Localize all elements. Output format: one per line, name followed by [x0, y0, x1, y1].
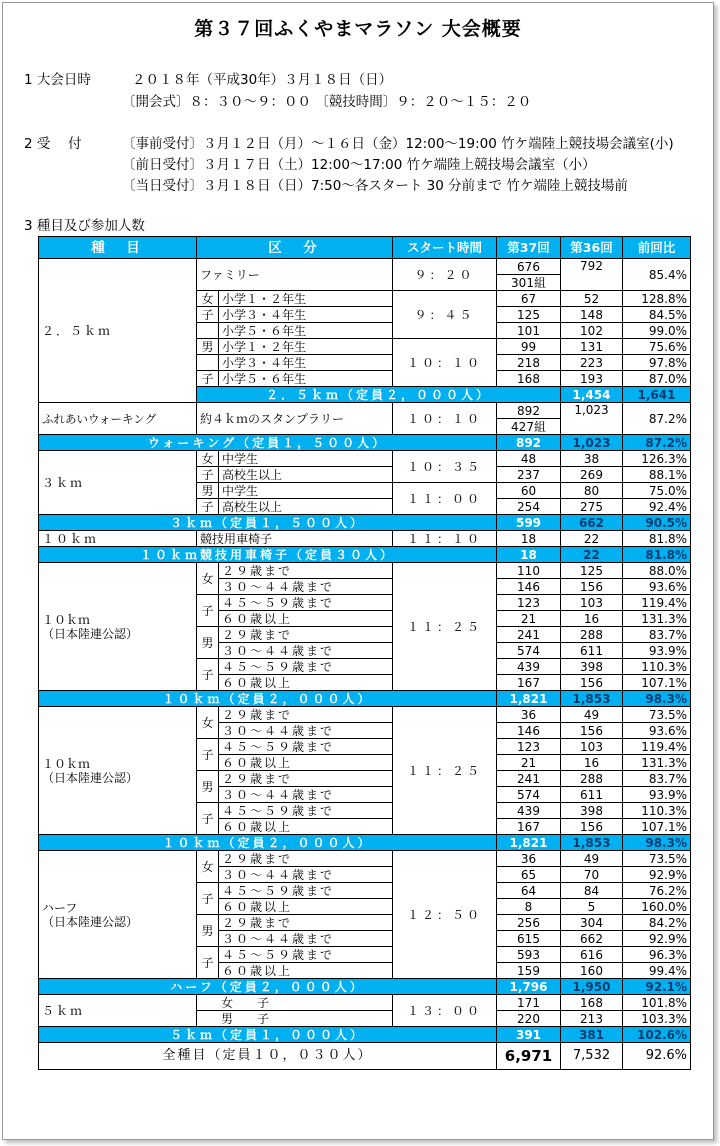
ratio: 97.8%: [623, 355, 691, 371]
subtotal-label: １０ｋｍ競技用車椅子（定員３０人）: [39, 547, 497, 563]
table-row: [39, 851, 691, 867]
sec3-label: 3 種目及び参加人数: [24, 218, 145, 234]
subtotal-36: 1,853: [561, 835, 623, 851]
sec2-label: 2 受 付: [24, 136, 82, 152]
count-37: 21: [497, 755, 561, 771]
category-cell: 小学５・６年生: [219, 371, 393, 387]
ratio: 110.3%: [623, 803, 691, 819]
count-36: 213: [561, 1011, 623, 1027]
subtotal-row: [39, 691, 691, 707]
category-cell: 約４ｋｍのスタンプラリー: [197, 403, 393, 435]
count-36: 193: [561, 371, 623, 387]
count-36: 125: [561, 563, 623, 579]
sex-label: 子: [197, 947, 219, 979]
sex-label: 子: [197, 739, 219, 771]
table-row: [39, 995, 691, 1011]
sex-label: 子: [197, 499, 219, 515]
category-cell: ６０歳以上: [219, 755, 393, 771]
total-37: 6,971: [497, 1043, 561, 1070]
count-37: 256: [497, 915, 561, 931]
subtotal-36: 1,853: [561, 691, 623, 707]
sex-label: 子: [197, 371, 219, 387]
subtotal-36: 381: [561, 1027, 623, 1043]
subtotal-label: １０ｋｍ（定員２，０００人）: [39, 691, 497, 707]
count-37: 218: [497, 355, 561, 371]
subtotal-36: 1,023: [561, 435, 623, 451]
ratio: 131.3%: [623, 755, 691, 771]
start-time: １１：２５: [393, 707, 497, 835]
total-36: 7,532: [561, 1043, 623, 1070]
subtotal-37: 892: [497, 435, 561, 451]
count-37: 574: [497, 787, 561, 803]
count-37: 167: [497, 675, 561, 691]
sex-label: 女: [197, 563, 219, 595]
count-37: 21: [497, 611, 561, 627]
subtotal-37: 18: [497, 547, 561, 563]
ratio: 103.3%: [623, 1011, 691, 1027]
count-36: 288: [561, 627, 623, 643]
count-37: 8: [497, 899, 561, 915]
count-37: 159: [497, 963, 561, 979]
count-37: 101: [497, 323, 561, 339]
count-37: 593: [497, 947, 561, 963]
ratio: 84.2%: [623, 915, 691, 931]
event-name: ２．５ｋｍ: [39, 259, 197, 403]
table-row: [39, 707, 691, 723]
count-37: 892: [497, 403, 561, 419]
category-cell: 高校生以上: [219, 499, 393, 515]
count-36: 49: [561, 851, 623, 867]
ratio: 128.8%: [623, 291, 691, 307]
sex-label: 子: [197, 803, 219, 835]
sex-label: [197, 323, 219, 339]
category-cell: 小学５・６年生: [219, 323, 393, 339]
count-36: 611: [561, 787, 623, 803]
count-36: 304: [561, 915, 623, 931]
category-cell: ２９歳まで: [219, 627, 393, 643]
count-37: 439: [497, 659, 561, 675]
ratio: 119.4%: [623, 595, 691, 611]
category-cell: ファミリー: [197, 259, 393, 291]
header-36: 第36回: [561, 237, 623, 259]
event-name: ３ｋｍ: [39, 451, 197, 515]
subtotal-ratio: 92.1%: [623, 979, 691, 995]
category-cell: ３０〜４４歳まで: [219, 867, 393, 883]
category-cell: ２９歳まで: [219, 707, 393, 723]
ratio: 99.4%: [623, 963, 691, 979]
subtotal-36: 662: [561, 515, 623, 531]
start-time: １３：００: [393, 995, 497, 1027]
category-cell: ４５〜５９歳まで: [219, 803, 393, 819]
reception-line-1: 〔事前受付〕３月１２日（月）〜１６日（金）12:00〜19:00 竹ケ端陸上競技場会議室(小): [122, 136, 674, 152]
category-cell: ６０歳以上: [219, 899, 393, 915]
subtotal-37: 1,796: [497, 979, 561, 995]
ratio: 160.0%: [623, 899, 691, 915]
count-36: 156: [561, 675, 623, 691]
count-37: 146: [497, 579, 561, 595]
ratio: 119.4%: [623, 739, 691, 755]
count-36: 102: [561, 323, 623, 339]
ratio: 131.3%: [623, 611, 691, 627]
start-time: １０：３５: [393, 451, 497, 483]
count-36: 5: [561, 899, 623, 915]
event-times: 〔開会式〕８：３０〜９：００ 〔競技時間〕９：２０〜１５：２０: [122, 94, 532, 110]
subtotal-row: [39, 835, 691, 851]
ratio: 76.2%: [623, 883, 691, 899]
sex-label: 女: [197, 851, 219, 883]
count-36: 156: [561, 723, 623, 739]
subtotal-37: 1,821: [497, 835, 561, 851]
event-date: ２０１８年（平成30年）３月１８日（日）: [132, 72, 393, 88]
count-36: 22: [561, 531, 623, 547]
count-36: 223: [561, 355, 623, 371]
sex-label: 子: [197, 659, 219, 691]
sex-label: 子: [197, 467, 219, 483]
count-36: 131: [561, 339, 623, 355]
count-36: 52: [561, 291, 623, 307]
ratio: 81.8%: [623, 531, 691, 547]
ratio: 85.4%: [623, 259, 691, 291]
subtotal-ratio: 98.3%: [623, 691, 691, 707]
count-37: 615: [497, 931, 561, 947]
count-36: 616: [561, 947, 623, 963]
category-cell: 高校生以上: [219, 467, 393, 483]
ratio: 84.5%: [623, 307, 691, 323]
subtotal-label: ２．５ｋｍ（定員２，０００人）: [197, 387, 561, 403]
category-cell: ２９歳まで: [219, 771, 393, 787]
count-37: 220: [497, 1011, 561, 1027]
sex-label: 男: [197, 627, 219, 659]
header-start: スタート時間: [393, 237, 497, 259]
subtotal-37: 599: [497, 515, 561, 531]
header-category: 区 分: [197, 237, 393, 259]
count-37: 171: [497, 995, 561, 1011]
sex-label: [197, 355, 219, 371]
table-row: [39, 563, 691, 579]
category-cell: ２９歳まで: [219, 915, 393, 931]
category-cell: ３０〜４４歳まで: [219, 723, 393, 739]
count-37: 676: [497, 259, 561, 275]
start-time: １１：１０: [393, 531, 497, 547]
count-36: 49: [561, 707, 623, 723]
count-36: 103: [561, 595, 623, 611]
ratio: 110.3%: [623, 659, 691, 675]
count-36: 288: [561, 771, 623, 787]
count-36: 70: [561, 867, 623, 883]
count-37: 110: [497, 563, 561, 579]
count-37: 167: [497, 819, 561, 835]
event-name: ふれあいウォーキング: [39, 403, 197, 435]
ratio: 101.8%: [623, 995, 691, 1011]
ratio: 92.9%: [623, 931, 691, 947]
category-cell: 競技用車椅子: [197, 531, 393, 547]
ratio: 87.0%: [623, 371, 691, 387]
sex-label: 男: [197, 483, 219, 499]
subtotal-row: [39, 547, 691, 563]
count-36: 84: [561, 883, 623, 899]
subtotal-36: 1,641: [623, 387, 691, 403]
group-count: 301組: [497, 275, 561, 291]
subtotal-37: 1,454: [561, 387, 623, 403]
sex-label: 女: [197, 451, 219, 467]
subtotal-label: ハーフ（定員２，０００人）: [39, 979, 497, 995]
category-cell: ６０歳以上: [219, 819, 393, 835]
count-36: 662: [561, 931, 623, 947]
subtotal-36: 1,950: [561, 979, 623, 995]
table-row: [39, 259, 691, 275]
count-37: 123: [497, 595, 561, 611]
header-37: 第37回: [497, 237, 561, 259]
count-36: 275: [561, 499, 623, 515]
count-36: 16: [561, 611, 623, 627]
category-cell: ６０歳以上: [219, 611, 393, 627]
sex-label: 子: [197, 595, 219, 627]
category-cell: ３０〜４４歳まで: [219, 931, 393, 947]
count-36: 156: [561, 819, 623, 835]
count-37: 574: [497, 643, 561, 659]
subtotal-37: 391: [497, 1027, 561, 1043]
sec1-label: 1 大会日時: [24, 72, 91, 88]
category-cell: ４５〜５９歳まで: [219, 659, 393, 675]
count-37: 18: [497, 531, 561, 547]
start-time: １１：００: [393, 483, 497, 515]
ratio: 73.5%: [623, 851, 691, 867]
count-37: 123: [497, 739, 561, 755]
count-37: 65: [497, 867, 561, 883]
count-36: 38: [561, 451, 623, 467]
start-time: １１：２５: [393, 563, 497, 691]
count-36: 611: [561, 643, 623, 659]
count-36: 160: [561, 963, 623, 979]
count-37: 67: [497, 291, 561, 307]
ratio: 107.1%: [623, 675, 691, 691]
start-time: １０：１０: [393, 339, 497, 387]
category-cell: ３０〜４４歳まで: [219, 643, 393, 659]
category-cell: 男 子: [197, 1011, 393, 1027]
table-row: [39, 531, 691, 547]
start-time: ９：２０: [393, 259, 497, 291]
ratio: 75.6%: [623, 339, 691, 355]
count-37: 36: [497, 851, 561, 867]
count-37: 237: [497, 467, 561, 483]
header-event: 種 目: [39, 237, 197, 259]
ratio: 93.6%: [623, 723, 691, 739]
count-36: 168: [561, 995, 623, 1011]
count-37: 48: [497, 451, 561, 467]
sex-label: 男: [197, 339, 219, 355]
category-cell: ４５〜５９歳まで: [219, 595, 393, 611]
subtotal-label: ウォーキング（定員１，５００人）: [39, 435, 497, 451]
subtotal-row: [39, 979, 691, 995]
count-37: 99: [497, 339, 561, 355]
group-count: 427組: [497, 419, 561, 435]
entries-table: [38, 236, 691, 1070]
ratio: 87.2%: [623, 403, 691, 435]
count-37: 64: [497, 883, 561, 899]
table-row: [39, 451, 691, 467]
event-name: １０ｋｍ （日本陸連公認）: [39, 707, 197, 835]
category-cell: ２９歳まで: [219, 563, 393, 579]
count-36: 792: [561, 259, 623, 291]
ratio: 88.0%: [623, 563, 691, 579]
category-cell: 小学１・２年生: [219, 291, 393, 307]
page-title: 第３７回ふくやまマラソン 大会概要: [194, 18, 522, 40]
ratio: 83.7%: [623, 771, 691, 787]
count-36: 103: [561, 739, 623, 755]
category-cell: 小学１・２年生: [219, 339, 393, 355]
start-time: １２：５０: [393, 851, 497, 979]
header-ratio: 前回比: [623, 237, 691, 259]
count-37: 60: [497, 483, 561, 499]
count-37: 168: [497, 371, 561, 387]
subtotal-label: ３ｋｍ（定員１，５００人）: [39, 515, 497, 531]
table-header: [39, 237, 691, 259]
subtotal-ratio: 81.8%: [623, 547, 691, 563]
count-37: 241: [497, 627, 561, 643]
count-37: 36: [497, 707, 561, 723]
count-36: 156: [561, 579, 623, 595]
subtotal-label: １０ｋｍ（定員２，０００人）: [39, 835, 497, 851]
category-cell: 中学生: [219, 483, 393, 499]
event-name: １０ｋｍ （日本陸連公認）: [39, 563, 197, 691]
reception-line-2: 〔前日受付〕３月１７日（土）12:00〜17:00 竹ケ端陸上競技場会議室（小）: [122, 157, 596, 173]
reception-line-3: 〔当日受付〕３月１８日（日）7:50〜各スタート 30 分前まで 竹ケ端陸上競技場前: [122, 178, 628, 194]
start-time: ９：４５: [393, 291, 497, 339]
subtotal-row: [39, 1027, 691, 1043]
ratio: 96.3%: [623, 947, 691, 963]
sex-label: 男: [197, 771, 219, 803]
subtotal-37: 1,821: [497, 691, 561, 707]
category-cell: 小学３・４年生: [219, 307, 393, 323]
ratio: 93.6%: [623, 579, 691, 595]
category-cell: 女 子: [197, 995, 393, 1011]
count-37: 241: [497, 771, 561, 787]
count-36: 80: [561, 483, 623, 499]
ratio: 73.5%: [623, 707, 691, 723]
ratio: 88.1%: [623, 467, 691, 483]
ratio: 75.0%: [623, 483, 691, 499]
ratio: 92.4%: [623, 499, 691, 515]
count-36: 148: [561, 307, 623, 323]
sex-label: 男: [197, 915, 219, 947]
category-cell: ４５〜５９歳まで: [219, 883, 393, 899]
total-ratio: 92.6%: [623, 1043, 691, 1070]
start-time: １０：１０: [393, 403, 497, 435]
table-row: [39, 403, 691, 419]
category-cell: ６０歳以上: [219, 963, 393, 979]
ratio: 126.3%: [623, 451, 691, 467]
category-cell: ２９歳まで: [219, 851, 393, 867]
subtotal-ratio: 102.6%: [623, 1027, 691, 1043]
count-36: 269: [561, 467, 623, 483]
ratio: 92.9%: [623, 867, 691, 883]
category-cell: ３０〜４４歳まで: [219, 787, 393, 803]
sex-label: 女: [197, 291, 219, 307]
count-37: 254: [497, 499, 561, 515]
category-cell: 小学３・４年生: [219, 355, 393, 371]
subtotal-label: ５ｋｍ（定員１，０００人）: [39, 1027, 497, 1043]
sex-label: 子: [197, 307, 219, 323]
sex-label: 子: [197, 883, 219, 915]
count-36: 16: [561, 755, 623, 771]
subtotal-row: [39, 435, 691, 451]
category-cell: ４５〜５９歳まで: [219, 739, 393, 755]
count-37: 439: [497, 803, 561, 819]
count-36: 398: [561, 659, 623, 675]
subtotal-row: [39, 515, 691, 531]
ratio: 93.9%: [623, 643, 691, 659]
subtotal-36: 22: [561, 547, 623, 563]
count-37: 146: [497, 723, 561, 739]
count-36: 1,023: [561, 403, 623, 435]
event-name: ５ｋｍ: [39, 995, 197, 1027]
subtotal-ratio: 87.2%: [623, 435, 691, 451]
event-name: ハーフ （日本陸連公認）: [39, 851, 197, 979]
ratio: 99.0%: [623, 323, 691, 339]
category-cell: ３０〜４４歳まで: [219, 579, 393, 595]
total-row: [39, 1043, 691, 1070]
ratio: 83.7%: [623, 627, 691, 643]
subtotal-ratio: 98.3%: [623, 835, 691, 851]
ratio: 93.9%: [623, 787, 691, 803]
sex-label: 女: [197, 707, 219, 739]
count-37: 125: [497, 307, 561, 323]
category-cell: ６０歳以上: [219, 675, 393, 691]
subtotal-ratio: 90.5%: [623, 515, 691, 531]
total-label: 全種目（定員１０，０３０人）: [39, 1043, 497, 1070]
category-cell: ４５〜５９歳まで: [219, 947, 393, 963]
category-cell: 中学生: [219, 451, 393, 467]
ratio: 107.1%: [623, 819, 691, 835]
event-name: １０ｋｍ: [39, 531, 197, 547]
count-36: 398: [561, 803, 623, 819]
